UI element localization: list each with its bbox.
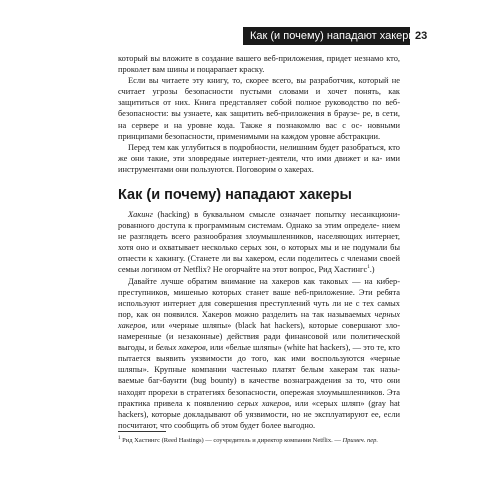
term-gray-hackers: серых хакеров	[237, 398, 290, 408]
term-hacking: Хакинг	[128, 210, 153, 219]
text-line: ими инструментами они пользуются. Поговорим о хакерах.	[118, 153, 401, 174]
text-line: пор, как он появился. Хакеров можно разделить на так называемых	[118, 309, 375, 319]
page-number: 23	[415, 30, 428, 42]
text-line: кто, проколет вам шины и поцарапает краску.	[118, 54, 400, 75]
text-line: находят прорехи в стратегиях безопасности, опережая злоумышленников.	[118, 387, 385, 397]
text-line: (hacking) в буквальном смысле означает попытку несанкциони-	[152, 210, 400, 219]
footnote-ref[interactable]: 1	[367, 265, 370, 271]
text-line: рованного доступа к программным системам. Однако за этим определе-	[118, 221, 380, 231]
text-line: Давайте лучше обратим внимание на хакеров как таковых — на кибер-	[128, 276, 400, 286]
text-line: интернет, хотя оно и охватывает несколько серых зон, о которых мы и не	[118, 232, 400, 253]
section-paragraph-1	[118, 209, 400, 276]
footnote-note: Примеч. пер.	[342, 437, 378, 444]
text-line: ре, в сети, на сервере и на уровне кода. Также я познакомлю вас с ос-	[118, 109, 401, 130]
footnote	[118, 436, 403, 445]
text-line: подумали бы отнести к хакингу. (Станете ли вы хакером, если поделитесь	[118, 243, 400, 264]
text-line: выгоды, и	[118, 343, 156, 353]
term-black: черных	[374, 309, 400, 319]
text-line: нием не разглядеть всего разнообразия злоумышленников, населяющих	[118, 221, 400, 242]
intro-paragraph-3	[118, 142, 400, 175]
text-line: кто пытается выявить уязвимости до того, как ими воспользуются «черные	[118, 343, 400, 364]
term-hackers: хакеров	[118, 320, 146, 330]
text-line: Рид Хастингс	[318, 265, 368, 275]
intro-paragraph-2	[118, 75, 400, 142]
footnote-divider	[118, 431, 166, 432]
intro-text	[118, 53, 400, 175]
text-line: , или «черные шляпы» (black hat hackers), которые совершают зло-	[145, 320, 400, 330]
text-line: шляпы». Крупные компании частенько платят белым хакерам так назы-	[118, 365, 400, 375]
text-line: , или «белые шляпы» (white hat hackers), — это те,	[205, 343, 387, 353]
text-line: .)	[369, 265, 375, 275]
text-line: hat hackers), которые докладывают об уязвимости, но не эксплуатируют ее,	[118, 398, 400, 419]
text-line: с членами своей семьи логином от Netflix? Не огорчайте на этот вопрос,	[118, 254, 400, 275]
text-line: защититься от них. Книга представляет собой полное руководство по	[118, 98, 382, 108]
text-line: новными принципами безопасности, применимыми на каждом уровне	[118, 120, 400, 141]
text-line: Эта практика привела к появлению	[118, 387, 401, 408]
section-heading: Как (и почему) нападают хакеры	[118, 187, 352, 203]
footnote-text: Рид Хастингс (Reed Hastings) — соучредитель и директор компании Netflix. —	[122, 437, 343, 444]
text-line: ваемые баг-баунти (bug bounty) в качестве вознаграждения за то, что они	[118, 376, 400, 386]
text-line: Перед тем как углубиться в подробности, нелишним будет разобраться,	[128, 142, 386, 152]
text-line: абстракции.	[337, 131, 381, 141]
running-header-title: Как (и почему) нападают хакеры	[250, 30, 417, 42]
intro-paragraph-1	[118, 53, 400, 75]
text-line: не считает угрозы безопасности пустыми словами и хочет понять, как	[118, 76, 400, 97]
text-line: намеренные (и незаконные) действия ради финансовой или политической	[118, 332, 400, 342]
text-line: который вы вложите в создание вашего веб-приложения, придет незнамо	[118, 54, 384, 63]
text-line: , или «серых шляп» (gray	[289, 398, 386, 408]
section-text	[118, 209, 400, 431]
footnote-number: 1	[118, 435, 121, 441]
text-line: преступников, мишенью которых станет ваше веб-приложение. Эти ребята	[118, 287, 400, 297]
text-line: используют интернет для совершения преступлений чуть ли не с тех самых	[118, 298, 400, 308]
text-line: кто же они такие, эти зловредные интернет-деятели, что ими движет и ка-	[118, 142, 400, 163]
term-white-hackers: белых хакеров	[155, 343, 206, 353]
text-line: веб-безопасности: вы узнаете, как защитить веб-приложения в браузе-	[118, 98, 400, 119]
text-line: Если вы читаете эту книгу, то, скорее всего, вы разработчик, который	[128, 76, 389, 86]
section-paragraph-2	[118, 276, 400, 431]
text-line: если посчитают, что сообщить об этом будет более выгодно.	[118, 409, 401, 430]
